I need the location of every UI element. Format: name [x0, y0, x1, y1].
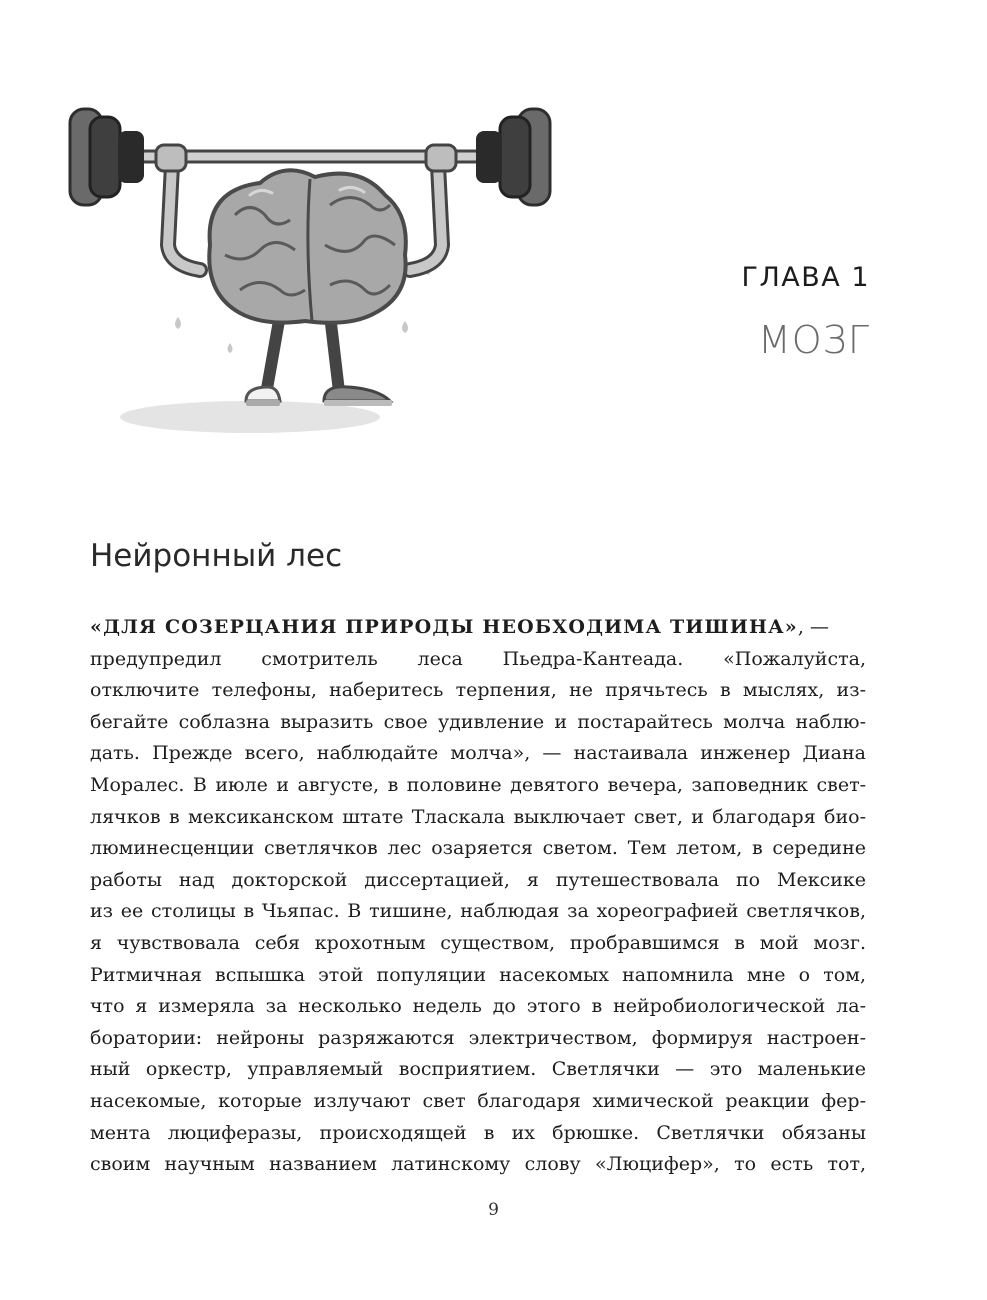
body-line: люминесценции светлячков лес озаряется светом. Тем летом, в середине — [90, 837, 866, 860]
body-line: предупредил смотритель леса Пьедра-Кантеада. «Пожалуйста, — [90, 647, 866, 670]
body-line: мента люциферазы, происходящей в их брюшке. Светлячки обязаны — [90, 1121, 866, 1144]
body-line: Ритмичная вспышка этой популяции насекомых напомнила мне о том, — [90, 963, 866, 986]
body-line: лячков в мексиканском штате Тласкала выключает свет, и благодаря био- — [90, 805, 866, 828]
body-line-lead — [90, 612, 866, 644]
body-line: бегайте соблазна выразить свое удивление и постарайтесь молча наблю- — [90, 710, 866, 733]
body-line: я чувствовала себя крохотным существом, пробравшимся в мой мозг. — [90, 931, 866, 954]
body-line: боратории: нейроны разряжаются электричеством, формируя настроен- — [90, 1026, 866, 1049]
body-line: что я измеряла за несколько недель до этого в нейробиологической ла- — [90, 995, 866, 1018]
body-paragraph — [90, 612, 866, 1181]
brain-lifting-barbell-icon — [60, 95, 560, 445]
body-line: отключите телефоны, наберитесь терпения, не прячьтесь в мыслях, из- — [90, 679, 866, 702]
page-number: 9 — [488, 1200, 499, 1220]
lead-quote: «ДЛЯ СОЗЕРЦАНИЯ ПРИРОДЫ НЕОБХОДИМА ТИШИНА» — [90, 616, 798, 638]
chapter-title: МОЗГ — [757, 318, 870, 362]
body-line: работы над докторской диссертацией, я путешествовала по Мексике — [90, 868, 866, 891]
lead-punctuation: , — — [797, 616, 829, 638]
body-line: Моралес. В июле и августе, в половине девятого вечера, заповедник свет- — [90, 773, 866, 796]
body-line: дать. Прежде всего, наблюдайте молча», — настаивала инженер Диана — [90, 742, 866, 765]
chapter-label: ГЛАВА 1 — [741, 262, 870, 293]
section-heading: Нейронный лес — [90, 538, 343, 574]
body-line: насекомые, которые излучают свет благодаря химической реакции фер- — [90, 1089, 866, 1112]
body-line: ный оркестр, управляемый восприятием. Светлячки — это маленькие — [90, 1058, 866, 1081]
body-line: своим научным названием латинскому слову «Люцифер», то есть тот, — [90, 1153, 866, 1176]
body-line: из ее столицы в Чьяпас. В тишине, наблюдая за хореографией светлячков, — [90, 900, 866, 923]
